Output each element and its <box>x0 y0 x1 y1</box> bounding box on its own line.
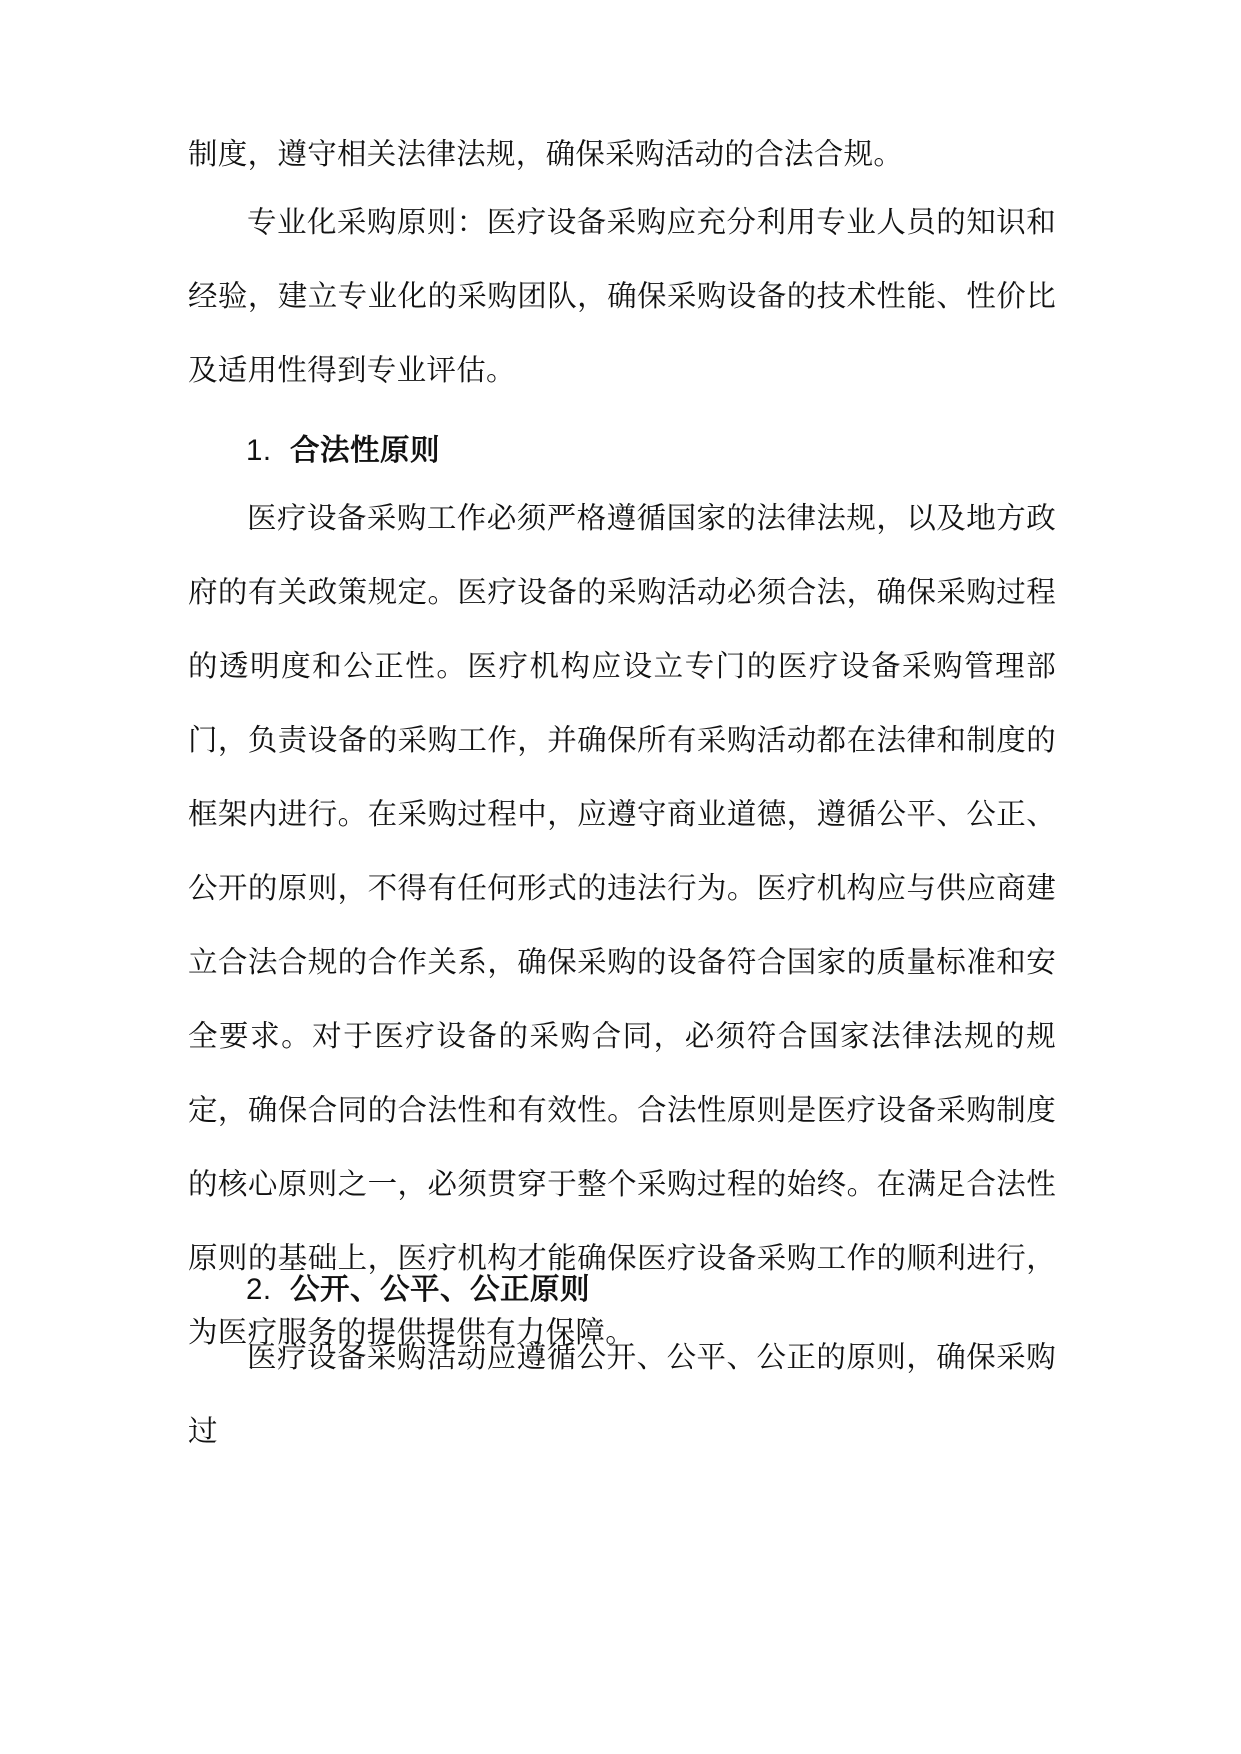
section-1-number: 1. <box>246 434 272 467</box>
section-1-title: 合法性原则 <box>290 433 441 467</box>
section-2-number: 2. <box>246 1273 272 1306</box>
professional-procurement-paragraph: 专业化采购原则：医疗设备采购应充分利用专业人员的知识和经验，建立专业化的采购团队，确保采购设备的技术性能、性价比及适用性得到专业评估。 <box>188 205 1056 387</box>
section-2-title: 公开、公平、公正原则 <box>290 1272 591 1306</box>
section-2-heading <box>246 1252 590 1327</box>
section-1-body: 医疗设备采购工作必须严格遵循国家的法律法规，以及地方政府的有关政策规定。医疗设备的采购活动必须合法，确保采购过程的透明度和公正性。医疗机构应设立专门的医疗设备采购管理部门，负责设备的采购工作，并确保所有采购活动都在法律和制度的框架内进行。在采购过程中，应遵守商业道德，遵循公平、公正、公开的原则，不得有任何形式的违法行为。医疗机构应与供应商建立合法合规的合作关系，确保采购的设备符合国家的质量标准和安全要求。对于医疗设备的采购合同，必须符合国家法律法规的规定，确保合同的合法性和有效性。合法性原则是医疗设备采购制度的核心原则之一，必须贯穿于整个采购过程的始终。在满足合法性原则的基础上，医疗机构才能确保医疗设备采购工作的顺利进行，为医疗服务的提供提供有力保障。 <box>188 501 1056 1349</box>
continued-paragraph: 制度，遵守相关法律法规，确保采购活动的合法合规。 <box>188 137 904 171</box>
section-2-body: 医疗设备采购活动应遵循公开、公平、公正的原则，确保采购过 <box>188 1340 1056 1448</box>
section-1-heading <box>246 413 440 488</box>
